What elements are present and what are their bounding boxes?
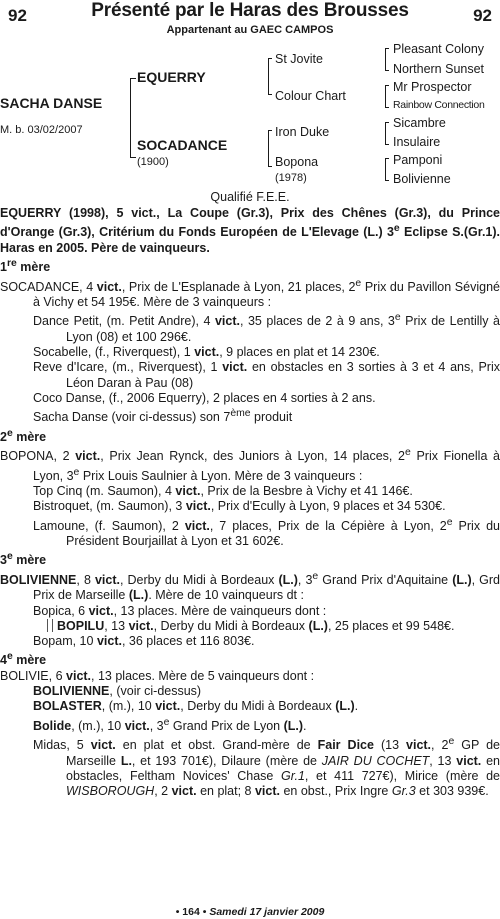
bracket-line bbox=[130, 157, 136, 158]
produce-entry: Top Cinq (m. Saumon), 4 vict., Prix de la Besbre à Vichy et 41 146€. bbox=[33, 484, 413, 498]
dam-year: (1900) bbox=[137, 156, 169, 168]
bracket-line bbox=[385, 48, 386, 70]
stakes-bar-icon bbox=[47, 619, 53, 632]
bracket-line bbox=[385, 85, 386, 107]
bracket-line bbox=[268, 58, 272, 59]
produce-entry: BOLASTER, (m.), 10 vict., Derby du Midi à Bordeaux (L.). bbox=[33, 699, 359, 714]
bracket-line bbox=[130, 78, 136, 79]
qualification: Qualifié F.E.E. bbox=[210, 190, 290, 204]
produce-entry: Bopam, 10 vict., 36 places et 116 803€. bbox=[33, 634, 255, 649]
dam-dam: Bopona bbox=[275, 155, 319, 169]
dam-heading: 2e mère bbox=[0, 427, 47, 444]
great-grandparent: Pleasant Colony bbox=[393, 42, 485, 56]
dam-entry: BOPONA, 2 vict., Prix Jean Rynck, des Juniors à Lyon, 14 places, 2e Prix Fionella à Lyon, 3e Prix Louis Saulnier à Lyon. Mère de 3 vainqueurs : bbox=[0, 447, 500, 483]
produce-entry: Bolide, (m.), 10 vict., 3e Grand Prix de Lyon (L.). bbox=[33, 716, 307, 733]
bracket-line bbox=[385, 158, 389, 159]
produce-entry: Sacha Danse (voir ci-dessus) son 7ème produit bbox=[33, 408, 293, 425]
bracket-line bbox=[268, 58, 269, 94]
bracket-line bbox=[268, 130, 269, 166]
dam-name: SOCADANCE bbox=[137, 137, 228, 153]
great-grandparent: Northern Sunset bbox=[393, 62, 485, 76]
bracket-line bbox=[385, 122, 386, 144]
bracket-line bbox=[130, 78, 131, 158]
sire-name: EQUERRY bbox=[137, 69, 206, 85]
dam-dam-year: (1978) bbox=[275, 172, 307, 184]
bracket-line bbox=[385, 107, 389, 108]
page-footer: • 164 • Samedi 17 janvier 2009 bbox=[175, 906, 325, 918]
bracket-line bbox=[268, 166, 272, 167]
sire-sire: St Jovite bbox=[275, 52, 323, 66]
sire-record: EQUERRY (1998), 5 vict., La Coupe (Gr.3), Prix des Chênes (Gr.3), du Prince d'Orange (Gr.3), Critérium du Fonds Européen de L'Elevage (L.) 3e Eclipse S.(Gr.1). Haras en 2005. Père de vainqueurs. bbox=[0, 206, 500, 255]
horse-name: SACHA DANSE bbox=[0, 95, 103, 111]
great-grandparent: Bolivienne bbox=[393, 172, 451, 186]
produce-entry: BOPILU, 13 vict., Derby du Midi à Bordeaux (L.), 25 places et 99 548€. bbox=[0, 619, 500, 634]
bracket-line bbox=[385, 158, 386, 180]
produce-entry: Midas, 5 vict. en plat et obst. Grand-mère de Fair Dice (13 vict., 2e GP de Marseille L., et 193 701€), Dilaure (mère de JAIR DU COCHET, 13 vict. en obstacles, Feltham Novices' Chase Gr.1, et 411 727€), Mirice (mère de WISBOROUGH, 2 vict. en plat; 8 vict. en obst., Prix Ingre Gr.3 et 303 939€. bbox=[33, 736, 500, 799]
great-grandparent: Sicambre bbox=[393, 116, 446, 130]
produce-entry: Coco Danse, (f., 2006 Equerry), 2 places en 4 sorties à 2 ans. bbox=[33, 390, 376, 405]
owner-line: Appartenant au GAEC CAMPOS bbox=[166, 24, 334, 36]
produce-entry: Reve d'Icare, (m., Riverquest), 1 vict. en obstacles en 3 sorties à 3 et 4 ans, Prix Léon Daran à Pau (08) bbox=[33, 360, 500, 390]
great-grandparent: Pamponi bbox=[393, 153, 443, 167]
produce-entry: Socabelle, (f., Riverquest), 1 vict., 9 places en plat et 14 230€. bbox=[33, 345, 380, 359]
dam-entry: BOLIVIE, 6 vict., 13 places. Mère de 5 vainqueurs dont : bbox=[0, 668, 315, 683]
page-title: Présenté par le Haras des Brousses bbox=[91, 0, 409, 21]
dam-heading: 1re mère bbox=[0, 258, 51, 275]
family-record bbox=[0, 206, 500, 800]
bracket-line bbox=[268, 130, 272, 131]
bracket-line bbox=[385, 122, 389, 123]
dam-entry: BOLIVIENNE, 8 vict., Derby du Midi à Bordeaux (L.), 3e Grand Prix d'Aquitaine (L.), Grd Prix de Marseille (L.). Mère de 10 vainqueurs dt : bbox=[0, 570, 500, 603]
produce-entry: Lamoune, (f. Saumon), 2 vict., 7 places, Prix de la Cépière à Lyon, 2e Prix du Président Bourjaillat à Lyon et 31 602€. bbox=[33, 516, 500, 549]
sire-dam: Colour Chart bbox=[275, 89, 346, 103]
lot-number-right: 92 bbox=[473, 6, 492, 25]
dam-heading: 4e mère bbox=[0, 651, 47, 668]
bracket-line bbox=[268, 94, 272, 95]
lot-number-left: 92 bbox=[8, 6, 27, 25]
bracket-line bbox=[385, 48, 389, 49]
bracket-line bbox=[385, 180, 389, 181]
horse-info: M. b. 03/02/2007 bbox=[0, 124, 83, 136]
great-grandparent: Insulaire bbox=[393, 135, 441, 149]
great-grandparent: Mr Prospector bbox=[393, 80, 472, 94]
dam-entry: SOCADANCE, 4 vict., Prix de L'Esplanade à Lyon, 21 places, 2e Prix du Pavillon Sévigné à Vichy et 54 195€. Mère de 3 vainqueurs : bbox=[0, 277, 500, 309]
bracket-line bbox=[385, 70, 389, 71]
dam-sire: Iron Duke bbox=[275, 125, 330, 139]
bracket-line bbox=[385, 144, 389, 145]
produce-entry: Bistroquet, (m. Saumon), 3 vict., Prix d'Ecully à Lyon, 9 places et 34 530€. bbox=[33, 499, 446, 514]
produce-entry: BOLIVIENNE, (voir ci-dessus) bbox=[33, 684, 202, 699]
dam-heading: 3e mère bbox=[0, 551, 47, 568]
produce-entry: Bopica, 6 vict., 13 places. Mère de vainqueurs dont : bbox=[33, 603, 327, 618]
great-grandparent: Rainbow Connection bbox=[393, 99, 485, 111]
produce-entry: Dance Petit, (m. Petit Andre), 4 vict., 35 places de 2 à 9 ans, 3e Prix de Lentilly à Lyon (08) et 100 296€. bbox=[33, 312, 500, 344]
bracket-line bbox=[385, 85, 389, 86]
